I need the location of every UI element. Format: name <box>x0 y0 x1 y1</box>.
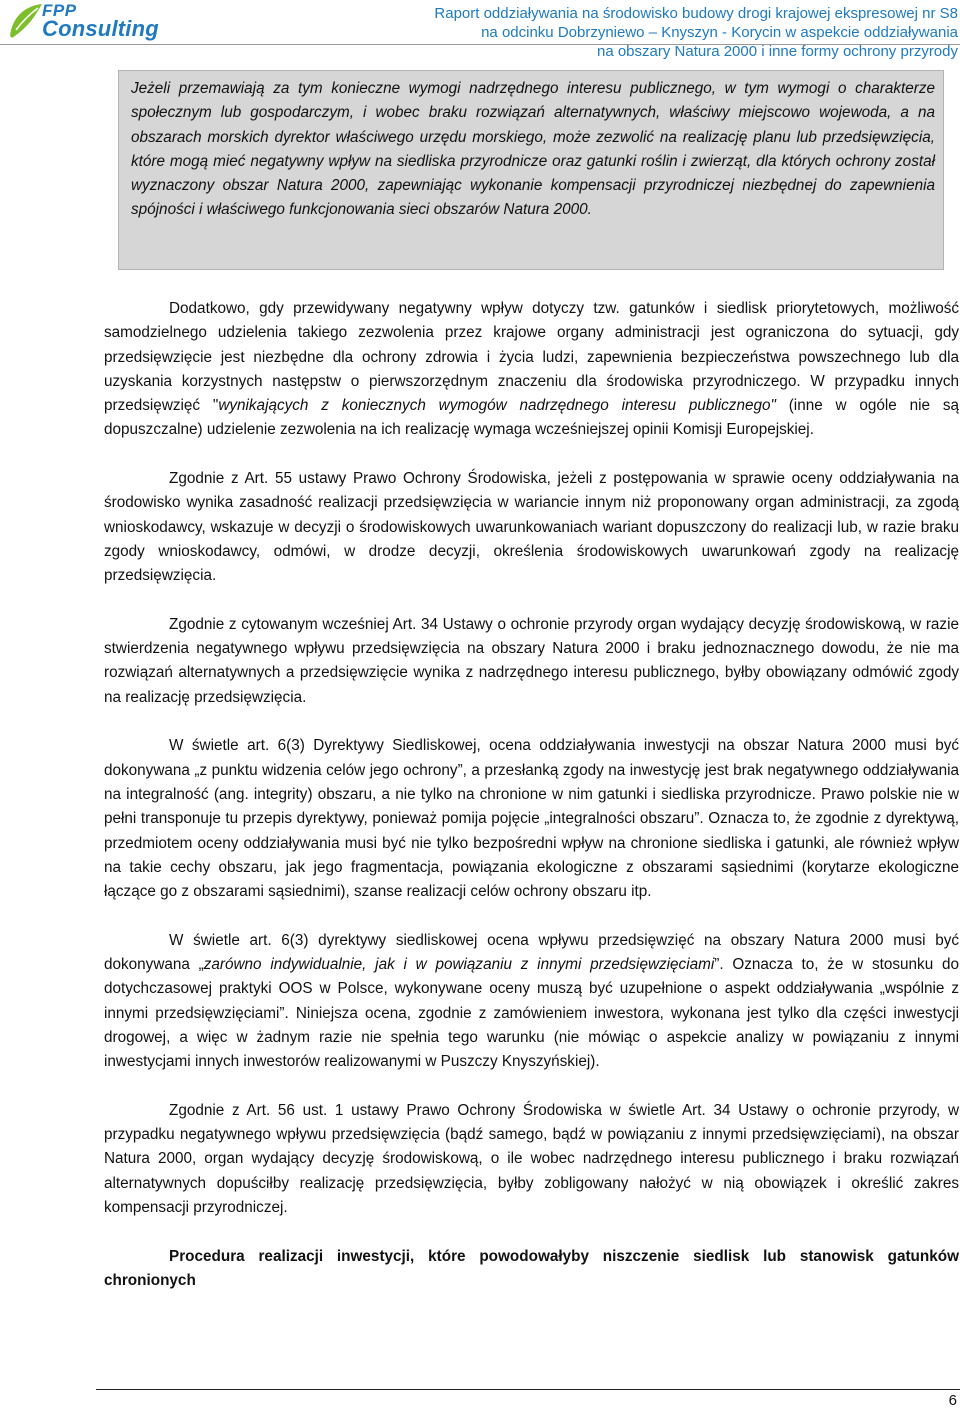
report-title <box>434 4 958 61</box>
paragraph-1-text-c: (inne w ogóle nie są dopuszczalne) udzielenie zezwolenia na ich realizację wymaga wcześniejszej opinii Komisji Europejskiej. <box>104 397 959 439</box>
report-title-line-2: na odcinku Dobrzyniewo – Knyszyn - Korycin w aspekcie oddziaływania <box>481 24 958 41</box>
footer-divider <box>96 1389 960 1390</box>
page-header <box>0 0 960 60</box>
report-title-line-1: Raport oddziaływania na środowisko budowy drogi krajowej ekspresowej nr S8 <box>434 5 958 22</box>
page-number: 6 <box>948 1392 957 1409</box>
legal-quote-box: Jeżeli przemawiają za tym konieczne wymogi nadrzędnego interesu publicznego, w tym wymogi o charakterze społecznym lub gospodarczym, i wobec braku rozwiązań alternatywnych, właściwy miejscowo wojewoda, a na obszarach morskich dyrektor właściwego urzędu morskiego, może zezwolić na realizację planu lub przedsięwzięcia, które mogą mieć negatywny wpływ na siedliska przyrodnicze oraz gatunki roślin i zwierząt, dla których ochrony został wyznaczony obszar Natura 2000, zapewniając wykonanie kompensacji przyrodniczej niezbędnej do zapewnienia spójności i właściwego funkcjonowania sieci obszarów Natura 2000. <box>118 70 944 270</box>
paragraph-priority-habitats <box>104 297 959 443</box>
paragraph-5-italic: zarówno indywidualnie, jak i w powiązaniu z innymi przedsięwzięciami <box>203 956 715 974</box>
paragraph-art-56: Zgodnie z Art. 56 ust. 1 ustawy Prawo Ochrony Środowiska w świetle Art. 34 Ustawy o ochronie przyrody, w przypadku negatywnego wpływu przedsięwzięcia (bądź samego, bądź w powiązaniu z innymi przedsięwzięciami), na obszar Natura 2000, organ wydający decyzję środowiskową, o ile wobec nadrzędnego interesu publicznego i braku rozwiązań alternatywnych dopuściłby realizację przedsięwzięcia, byłby zobligowany nałożyć w nią obowiązek i określić zakres kompensacji przyrodniczej. <box>104 1101 959 1216</box>
paragraph-5-text-c: ”. Oznacza to, że w stosunku do dotychczasowej praktyki OOS w Polsce, wykonywane oceny muszą być uzupełnione o aspekt oddziaływania „wspólnie z innymi przedsięwzięciami”. Niniejsza ocena, zgodnie z zamówieniem inwestora, wykonana jest tylko dla części inwestycji drogowej, a więc w żadnym razie nie spełnia tego warunku (nie mówiąc o aspekcie analizy w powiązaniu z innymi inwestycjami innych inwestorów realizowanymi w Puszczy Knyszyńskiej). <box>104 956 959 1071</box>
logo-consulting: Consulting <box>42 16 159 41</box>
paragraph-5-text-a: W świetle art. 6(3) dyrektywy siedliskowej ocena wpływu przedsięwzięć na obszary Natura 2000 musi być dokonywana „ <box>104 931 959 974</box>
paragraph-art-55: Zgodnie z Art. 55 ustawy Prawo Ochrony Środowiska, jeżeli z postępowania w sprawie oceny oddziaływania na środowisko wynika zasadność realizacji przedsięwzięcia w wariancie innym niż proponowany organ administracji, za zgodą wnioskodawcy, wskazuje w decyzji o środowiskowych uwarunkowaniach wariant dopuszczony do realizacji lub, w razie braku zgody wnioskodawcy, odmówi, w drodze decyzji, określenia środowiskowych uwarunkowań zgody na realizację przedsięwzięcia. <box>104 470 959 585</box>
logo-leaf-icon <box>6 0 46 40</box>
fpp-consulting-logo <box>6 0 166 44</box>
paragraph-1-text-a: Dodatkowo, gdy przewidywany negatywny wpływ dotyczy tzw. gatunków i siedlisk priorytetowych, możliwość samodzielnego udzielenia takiego zezwolenia przez krajowe organy administracji jest ograniczona do sytuacji, gdy przedsięwzięcie jest niezbędne dla ochrony zdrowia i życia ludzi, zapewnienia bezpieczeństwa powszechnego lub dla uzyskania korzystnych następstw o pierwszorzędnym znaczeniu dla środowiska przyrodniczego. W przypadku innych przedsięwzięć " <box>104 300 959 415</box>
paragraph-cumulative-impact <box>104 929 959 1075</box>
document-body <box>104 297 959 1293</box>
paragraph-directive-6-3: W świetle art. 6(3) Dyrektywy Siedliskowej, ocena oddziaływania inwestycji na obszar Natura 2000 musi być dokonywana „z punktu widzenia celów jego ochrony”, a przesłanką zgody na inwestycję jest brak negatywnego oddziaływania na integralność (ang. integrity) obszaru, a nie tylko na chronione w nim gatunki i siedliska przyrodnicze. Prawo polskie nie w pełni transponuje tu przepis dyrektywy, ponieważ pomija pojęcie „integralności obszaru”. Oznacza to, że zgodnie z dyrektywą, przedmiotem oceny oddziaływania musi być nie tylko bezpośredni wpływ na chronione siedliska i gatunki, ale również wpływ na takie cechy obszaru, jak jego fragmentacja, powiązania ekologiczne z obszarami sąsiednimi (korytarze ekologiczne łączące go z obszarami sąsiednimi), szanse realizacji celów ochrony obszaru itp. <box>104 737 959 901</box>
paragraph-art-34: Zgodnie z cytowanym wcześniej Art. 34 Ustawy o ochronie przyrody organ wydający decyzję środowiskową, w razie stwierdzenia negatywnego wpływu przedsięwzięcia na obszary Natura 2000 i braku jednoznacznego dowodu, że nie ma rozwiązań alternatywnych a przedsięwzięcie wynika z nadrzędnego interesu publicznego, byłby obowiązany odmówić zgody na realizację przedsięwzięcia. <box>104 615 959 706</box>
header-divider <box>0 44 960 45</box>
logo-fpp: FPP <box>42 1 77 20</box>
paragraph-1-italic: wynikających z koniecznych wymogów nadrzędnego interesu publicznego" <box>218 397 776 415</box>
report-title-line-3: na obszary Natura 2000 i inne formy ochrony przyrody <box>596 43 958 60</box>
section-heading: Procedura realizacji inwestycji, które powodowałyby niszczenie siedlisk lub stanowisk gatunków chronionych <box>104 1247 959 1289</box>
